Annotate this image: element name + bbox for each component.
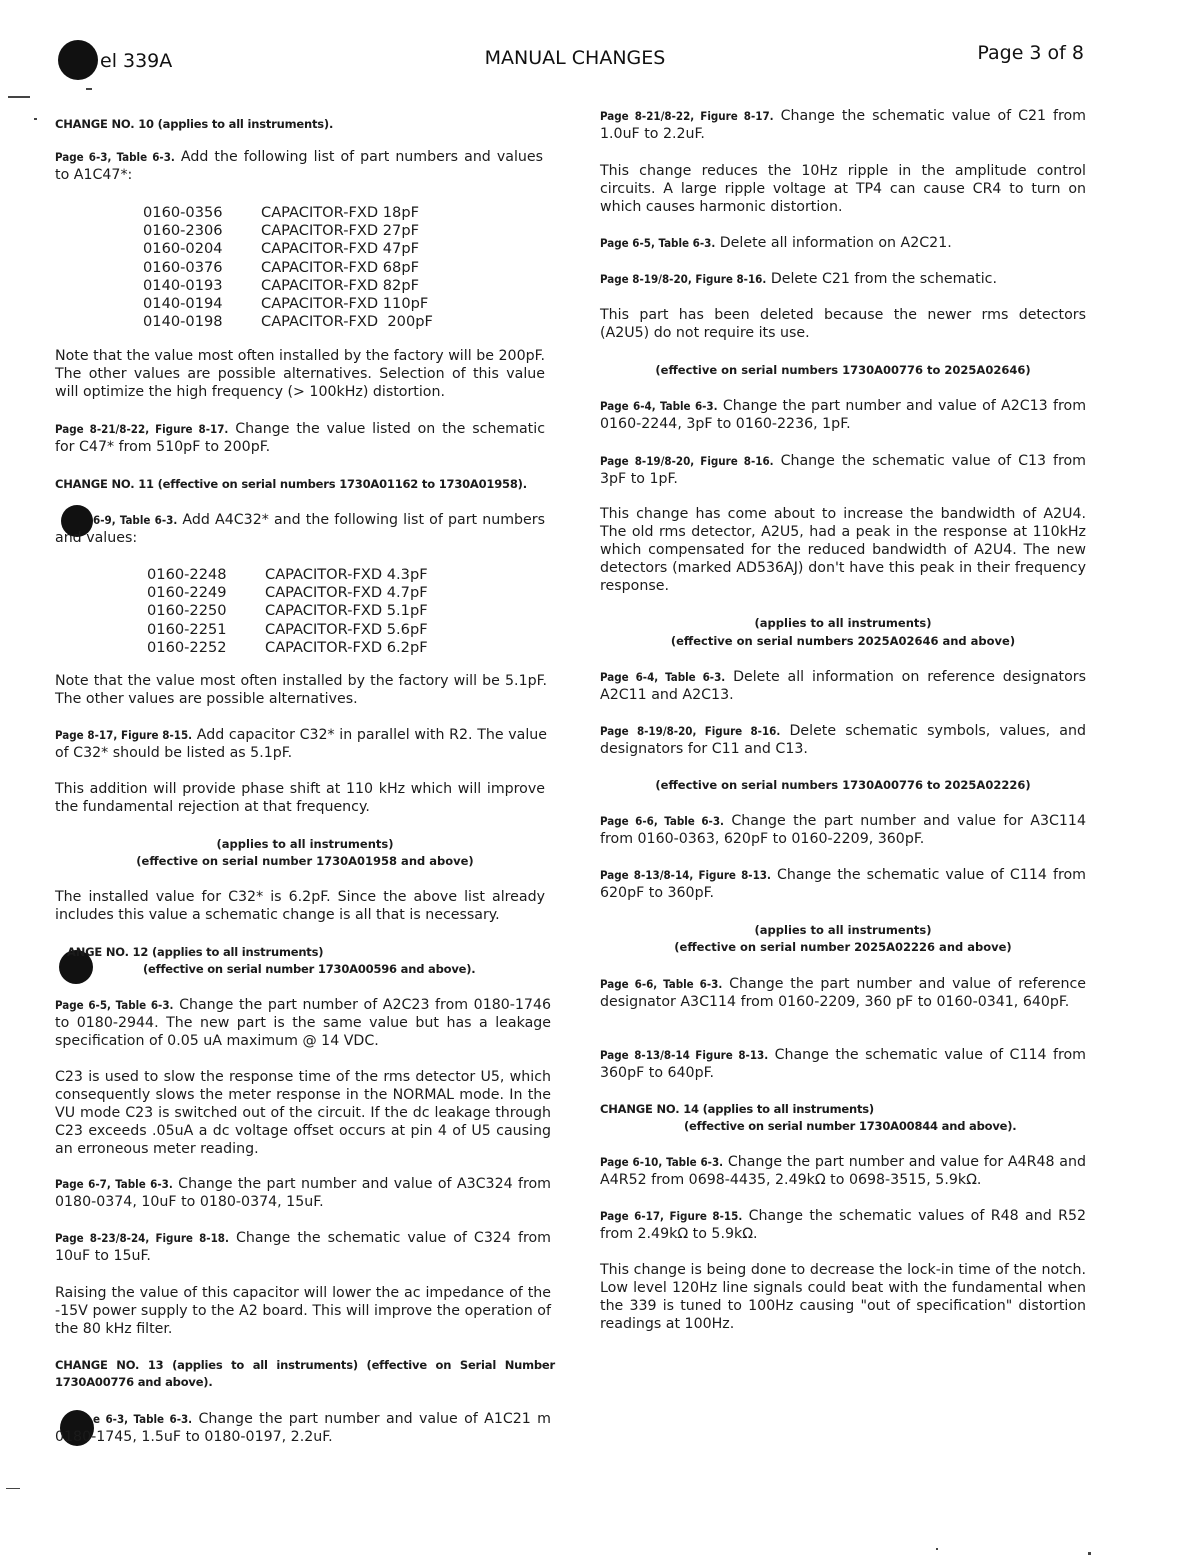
table-row [147,566,428,584]
change-11-parts-table [147,566,428,657]
right-text-12: Change the schematic value of C114 from 620pF to 360pF. [600,867,1086,901]
right-paragraph-3 [600,234,1086,252]
scan-speck [1088,1552,1091,1555]
change-14-effectivity: (effective on serial number 1730A00844 and above). [684,1119,1017,1133]
part-number: 0140-0198 [143,313,223,331]
right-text-4: Delete C21 from the schematic. [766,271,997,287]
change-11-paragraph-2 [55,726,547,762]
part-description: CAPACITOR-FXD 4.7pF [265,584,428,602]
change-11-heading: CHANGE NO. 11 (effective on serial numbers 1730A01162 to 1730A01958). [55,477,527,491]
change-12-heading: ANGE NO. 12 (applies to all instruments) [67,945,324,959]
part-description: CAPACITOR-FXD 110pF [261,295,429,313]
scan-speck [936,1548,938,1550]
change-12-paragraph-5: Raising the value of this capacitor will lower the ac impedance of the -15V power supply to the A2 board. This will improve the operation of the 80 kHz filter. [55,1285,551,1337]
page-title: MANUAL CHANGES [484,47,666,69]
right-paragraph-14 [600,1046,1086,1082]
right-ref-4: Page 8-19/8-20, Figure 8-16. [600,272,767,286]
part-number: 0160-2251 [147,620,227,638]
change-11-paragraph-4: The installed value for C32* is 6.2pF. Since the above list already includes this value a schematic change is all that is necessary. [55,889,545,923]
change-13-heading: CHANGE NO. 13 (applies to all instruments) (effective on Serial Number 1730A00776 and above). [55,1358,555,1389]
change-12-ref-4: Page 8-23/8-24, Figure 8-18. [55,1231,229,1245]
change-11-paragraph-3: This addition will provide phase shift at 110 kHz which will improve the fundamental rejection at that frequency. [55,781,545,815]
right-ref-3: Page 6-5, Table 6-3. [600,236,716,250]
part-description: CAPACITOR-FXD 5.6pF [265,620,428,638]
change-11-paragraph-1 [55,511,545,547]
right-ref-13: Page 6-6, Table 6-3. [600,977,723,991]
part-description: CAPACITOR-FXD 5.1pF [265,602,428,620]
right-paragraph-6 [600,397,1086,433]
right-paragraph-1 [600,107,1086,143]
part-description: CAPACITOR-FXD 6.2pF [265,638,428,656]
table-row [147,584,428,602]
change-10-parts-table [143,204,433,331]
right-paragraph-13 [600,975,1086,1011]
change-12-effectivity: (effective on serial number 1730A00596 and above). [143,962,476,976]
change-10-paragraph-1 [55,148,543,184]
part-description: CAPACITOR-FXD 82pF [261,276,419,294]
change-11-note: Note that the value most often installed by the factory will be 5.1pF. The other values are possible alternatives. [55,673,547,707]
part-description: CAPACITOR-FXD 47pF [261,240,419,258]
right-effectivity-2b: (effective on serial numbers 2025A02646 and above) [670,634,1016,648]
model-number: el 339A [100,50,173,72]
part-number: 0140-0194 [143,295,223,313]
part-number: 0160-2248 [147,566,227,583]
right-paragraph-8: This change has come about to increase the bandwidth of A2U4. The old rms detector, A2U5, had a peak in the response at 110kHz which compensated for the reduced bandwidth of A2U4. The new detectors (marked AD536AJ) don't have this peak in their frequency response. [600,506,1086,594]
change-10-text-1: Add the following list of part numbers and values to A1C47*: [55,149,544,183]
change-12-ref-3: Page 6-7, Table 6-3. [55,1177,173,1191]
right-text-15: Change the part number and value for A4R48 and A4R52 from 0698-4435, 2.49kΩ to 0698-3515, 5.9kΩ. [600,1154,1086,1188]
right-paragraph-15 [600,1153,1086,1189]
change-11-text-1: Add A4C32* and the following list of part numbers and values: [55,512,545,546]
table-row [143,204,433,222]
right-text-13: Change the part number and value of reference designator A3C114 from 0160-2209, 360 pF to 0160-0341, 640pF. [600,976,1086,1010]
change-11-effectivity-2: (effective on serial number 1730A01958 and above) [136,854,474,868]
part-description: CAPACITOR-FXD 18pF [261,204,419,221]
change-10-ref-1: Page 6-3, Table 6-3. [55,150,175,164]
right-paragraph-10 [600,722,1086,758]
part-number: 0160-0204 [143,240,223,258]
right-ref-12: Page 8-13/8-14, Figure 8-13. [600,868,771,882]
scan-speck [34,118,37,120]
part-number: 0160-2306 [143,222,223,240]
right-paragraph-16 [600,1207,1086,1243]
right-paragraph-7 [600,452,1086,488]
change-10-ref-2: Page 8-21/8-22, Figure 8-17. [55,422,229,436]
right-text-6: Change the part number and value of A2C13 from 0160-2244, 3pF to 0160-2236, 1pF. [600,398,1087,432]
right-paragraph-12 [600,866,1086,902]
right-paragraph-2: This change reduces the 10Hz ripple in the amplitude control circuits. A large ripple voltage at TP4 can cause CR4 to turn on which causes harmonic distortion. [600,163,1086,215]
change-11-text-2: Add capacitor C32* in parallel with R2. The value of C32* should be listed as 5.1pF. [55,727,547,761]
right-effectivity-2a: (applies to all instruments) [754,616,932,630]
right-text-9: Delete all information on reference designators A2C11 and A2C13. [600,669,1087,703]
right-paragraph-4 [600,270,1086,288]
scan-speck [8,96,30,98]
change-12-paragraph-1 [55,996,551,1050]
right-ref-10: Page 8-19/8-20, Figure 8-16. [600,724,781,738]
scan-speck [6,1488,20,1489]
table-row [143,240,433,258]
change-11-ref-1: 6-9, Table 6-3. [93,513,178,527]
part-number: 0140-0193 [143,276,223,294]
part-number: 0160-0376 [143,258,223,276]
right-paragraph-5: This part has been deleted because the newer rms detectors (A2U5) do not require its use. [600,307,1086,341]
change-12-paragraph-3 [55,1175,551,1211]
page-number: Page 3 of 8 [977,42,1084,64]
table-row [143,222,433,240]
right-ref-15: Page 6-10, Table 6-3. [600,1155,724,1169]
table-row [143,313,433,331]
right-effectivity-1: (effective on serial numbers 1730A00776 to 2025A02646) [655,363,1031,377]
change-14-heading: CHANGE NO. 14 (applies to all instruments) [600,1102,874,1116]
table-row [143,259,433,277]
right-effectivity-3: (effective on serial numbers 1730A00776 to 2025A02226) [655,778,1031,792]
right-ref-7: Page 8-19/8-20, Figure 8-16. [600,454,774,468]
right-text-16: Change the schematic values of R48 and R52 from 2.49kΩ to 5.9kΩ. [600,1208,1086,1242]
change-12-text-4: Change the schematic value of C324 from 10uF to 15uF. [55,1230,551,1264]
change-10-text-2: Change the value listed on the schematic for C47* from 510pF to 200pF. [55,421,545,455]
change-12-paragraph-2: C23 is used to slow the response time of the rms detector U5, which consequently slows the meter response in the NORMAL mode. In the VU mode C23 is switched out of the circuit. If the dc leakage through C23 exceeds .05uA a dc voltage offset occurs at pin 4 of U5 causing an erroneous meter reading. [55,1069,551,1157]
part-description: CAPACITOR-FXD 68pF [261,258,419,276]
table-row [143,295,433,313]
table-row [143,277,433,295]
change-12-text-3: Change the part number and value of A3C324 from 0180-0374, 10uF to 0180-0374, 15uF. [55,1176,551,1210]
table-row [147,602,428,620]
change-12-text-1: Change the part number of A2C23 from 0180-1746 to 0180-2944. The new part is the same value but has a leakage specification of 0.05 uA maximum @ 14 VDC. [55,997,551,1049]
change-11-effectivity-1: (applies to all instruments) [216,837,394,851]
change-11-ref-2: Page 8-17, Figure 8-15. [55,728,193,742]
part-description: CAPACITOR-FXD 27pF [261,222,419,240]
change-10-heading: CHANGE NO. 10 (applies to all instruments). [55,117,334,131]
part-number: 0160-2250 [147,602,227,620]
right-text-10: Delete schematic symbols, values, and designators for C11 and C13. [600,723,1086,757]
right-effectivity-4a: (applies to all instruments) [754,923,932,937]
right-text-14: Change the schematic value of C114 from 360pF to 640pF. [600,1047,1086,1081]
change-12-paragraph-4 [55,1229,551,1265]
change-13-text-1: Change the part number and value of A1C21 m 0180-1745, 1.5uF to 0180-0197, 2.2uF. [55,1411,551,1445]
change-12-ref-1: Page 6-5, Table 6-3. [55,998,174,1012]
part-number: 0160-2249 [147,584,227,602]
right-paragraph-9 [600,668,1086,704]
right-ref-14: Page 8-13/8-14 Figure 8-13. [600,1048,769,1062]
right-paragraph-17: This change is being done to decrease the lock-in time of the notch. Low level 120Hz line signals could beat with the fundamental when the 339 is tuned to 100Hz causing "out of specification" distortion readings at 100Hz. [600,1262,1086,1332]
part-description: CAPACITOR-FXD 4.3pF [265,566,428,583]
right-text-3: Delete all information on A2C21. [715,235,952,251]
part-number: 0160-2252 [147,638,227,656]
right-ref-1: Page 8-21/8-22, Figure 8-17. [600,109,774,123]
change-13-paragraph-1 [55,1410,551,1446]
right-ref-11: Page 6-6, Table 6-3. [600,814,724,828]
right-effectivity-4b: (effective on serial number 2025A02226 and above) [674,940,1012,954]
right-paragraph-11 [600,812,1086,848]
right-ref-9: Page 6-4, Table 6-3. [600,670,726,684]
right-text-1: Change the schematic value of C21 from 1.0uF to 2.2uF. [600,108,1086,142]
part-description: CAPACITOR-FXD 200pF [261,313,433,331]
right-text-11: Change the part number and value for A3C114 from 0160-0363, 620pF to 0160-2209, 360pF. [600,813,1086,847]
change-10-paragraph-2 [55,420,545,456]
right-ref-6: Page 6-4, Table 6-3. [600,399,718,413]
change-13-ref-1: e 6-3, Table 6-3. [93,1412,193,1426]
change-10-note: Note that the value most often installed by the factory will be 200pF. The other values are possible alternatives. Selection of this value will optimize the high frequency (> 100kHz) distortion. [55,348,545,400]
table-row [147,621,428,639]
right-text-7: Change the schematic value of C13 from 3pF to 1pF. [600,453,1086,487]
scan-speck [86,88,92,90]
part-number: 0160-0356 [143,204,223,221]
right-ref-16: Page 6-17, Figure 8-15. [600,1209,743,1223]
table-row [147,639,428,657]
